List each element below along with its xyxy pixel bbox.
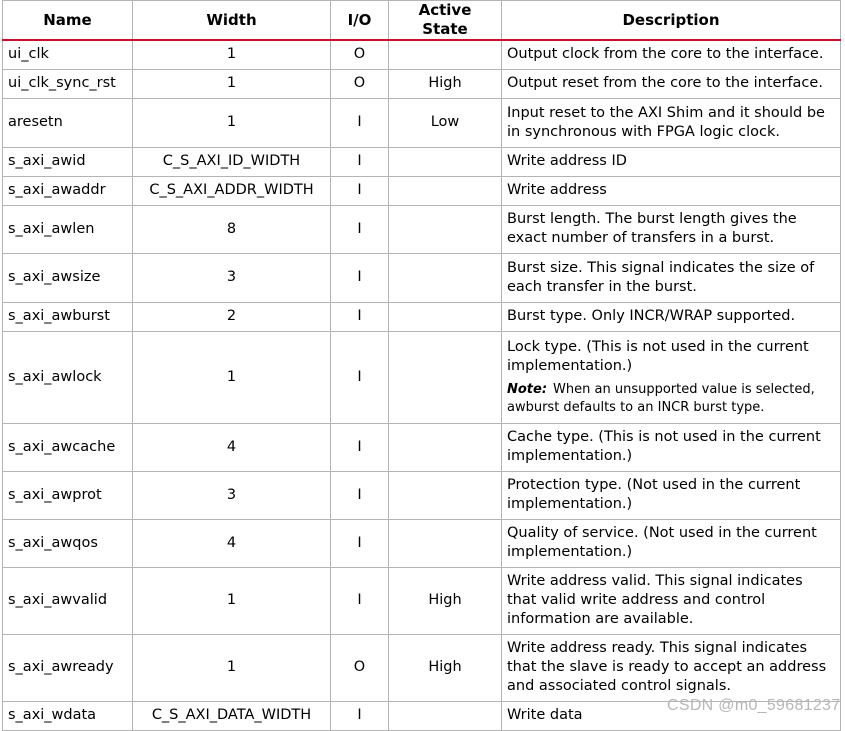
cell-width: 1 — [133, 331, 331, 423]
table-row — [3, 253, 841, 302]
cell-name: ui_clk_sync_rst — [3, 69, 133, 98]
signal-table — [2, 0, 841, 731]
description-text: Write data — [507, 707, 583, 723]
description-text: Quality of service. (Not used in the current implementation.) — [507, 525, 817, 560]
cell-width: 4 — [133, 423, 331, 471]
table-row — [3, 471, 841, 519]
cell-active-state: High — [389, 567, 502, 634]
cell-active-state — [389, 471, 502, 519]
cell-description — [502, 423, 841, 471]
cell-width: 1 — [133, 634, 331, 701]
cell-description — [502, 302, 841, 331]
cell-description — [502, 147, 841, 176]
cell-active-state — [389, 205, 502, 253]
table-row — [3, 98, 841, 147]
cell-io: I — [331, 471, 389, 519]
description-text: Output reset from the core to the interface. — [507, 75, 823, 91]
cell-width: 3 — [133, 253, 331, 302]
cell-name: ui_clk — [3, 40, 133, 69]
cell-width: C_S_AXI_DATA_WIDTH — [133, 701, 331, 730]
description-text: Protection type. (Not used in the current implementation.) — [507, 477, 801, 512]
cell-description — [502, 634, 841, 701]
cell-width: C_S_AXI_ADDR_WIDTH — [133, 176, 331, 205]
cell-description — [502, 98, 841, 147]
cell-io: I — [331, 423, 389, 471]
description-text: Burst type. Only INCR/WRAP supported. — [507, 308, 796, 324]
cell-active-state: High — [389, 69, 502, 98]
cell-io: I — [331, 302, 389, 331]
cell-io: I — [331, 253, 389, 302]
cell-description — [502, 69, 841, 98]
cell-description — [502, 471, 841, 519]
header-description: Description — [502, 1, 841, 41]
table-row — [3, 40, 841, 69]
cell-width: 1 — [133, 69, 331, 98]
description-text: Write address — [507, 182, 607, 198]
table-row — [3, 634, 841, 701]
cell-name: s_axi_awqos — [3, 519, 133, 567]
cell-width: 8 — [133, 205, 331, 253]
watermark: CSDN @m0_59681237 — [667, 697, 841, 714]
cell-name: s_axi_awvalid — [3, 567, 133, 634]
cell-width: 1 — [133, 567, 331, 634]
description-text: Output clock from the core to the interface. — [507, 46, 824, 63]
cell-width: 1 — [133, 98, 331, 147]
header-io: I/O — [331, 1, 389, 41]
cell-description — [502, 567, 841, 634]
table-row — [3, 331, 841, 423]
cell-width: 3 — [133, 471, 331, 519]
cell-active-state — [389, 331, 502, 423]
table-row — [3, 176, 841, 205]
cell-name: s_axi_wdata — [3, 701, 133, 730]
cell-active-state — [389, 519, 502, 567]
table-row — [3, 69, 841, 98]
description-text: Write address ID — [507, 153, 627, 169]
cell-description — [502, 331, 841, 423]
description-text: Input reset to the AXI Shim and it should be in synchronous with FPGA logic clock. — [507, 104, 825, 140]
cell-active-state — [389, 423, 502, 471]
cell-io: I — [331, 331, 389, 423]
header-name: Name — [3, 1, 133, 41]
table-row — [3, 147, 841, 176]
header-width: Width — [133, 1, 331, 41]
cell-name: s_axi_awaddr — [3, 176, 133, 205]
cell-width: 4 — [133, 519, 331, 567]
description-text: Lock type. (This is not used in the current implementation.) — [507, 338, 809, 374]
cell-io: I — [331, 205, 389, 253]
cell-name: s_axi_awready — [3, 634, 133, 701]
cell-io: I — [331, 519, 389, 567]
table-row — [3, 205, 841, 253]
cell-io: O — [331, 69, 389, 98]
cell-io: I — [331, 147, 389, 176]
cell-active-state — [389, 147, 502, 176]
cell-name: s_axi_awcache — [3, 423, 133, 471]
cell-io: I — [331, 176, 389, 205]
header-active-state: Active State — [389, 1, 502, 41]
table-header-row — [3, 1, 841, 41]
cell-description — [502, 176, 841, 205]
description-text: Write address valid. This signal indicates that valid write address and control information are available. — [507, 573, 803, 627]
cell-active-state — [389, 302, 502, 331]
note-text: When an unsupported value is selected, awburst defaults to an INCR burst type. — [507, 381, 815, 415]
cell-width: C_S_AXI_ID_WIDTH — [133, 147, 331, 176]
cell-width: 1 — [133, 40, 331, 69]
cell-description — [502, 519, 841, 567]
cell-name: s_axi_awid — [3, 147, 133, 176]
cell-active-state — [389, 253, 502, 302]
cell-name: s_axi_awlen — [3, 205, 133, 253]
description-text: Burst length. The burst length gives the exact number of transfers in a burst. — [507, 211, 797, 246]
cell-active-state — [389, 701, 502, 730]
cell-active-state: High — [389, 634, 502, 701]
description-note — [507, 381, 835, 417]
table-row — [3, 302, 841, 331]
cell-io: I — [331, 98, 389, 147]
cell-name: aresetn — [3, 98, 133, 147]
cell-active-state: Low — [389, 98, 502, 147]
table-row — [3, 423, 841, 471]
table-row — [3, 567, 841, 634]
description-text: Cache type. (This is not used in the current implementation.) — [507, 429, 821, 464]
cell-io: O — [331, 40, 389, 69]
cell-description — [502, 205, 841, 253]
cell-description — [502, 253, 841, 302]
cell-name: s_axi_awlock — [3, 331, 133, 423]
cell-io: I — [331, 701, 389, 730]
cell-name: s_axi_awburst — [3, 302, 133, 331]
cell-width: 2 — [133, 302, 331, 331]
description-text: Burst size. This signal indicates the size of each transfer in the burst. — [507, 259, 815, 295]
cell-io: I — [331, 567, 389, 634]
cell-active-state — [389, 176, 502, 205]
cell-name: s_axi_awprot — [3, 471, 133, 519]
cell-io: O — [331, 634, 389, 701]
description-text: Write address ready. This signal indicates that the slave is ready to accept an address and associated control signals. — [507, 640, 827, 694]
cell-active-state — [389, 40, 502, 69]
cell-description — [502, 40, 841, 69]
table-row — [3, 519, 841, 567]
note-label: Note: — [507, 381, 548, 397]
cell-name: s_axi_awsize — [3, 253, 133, 302]
